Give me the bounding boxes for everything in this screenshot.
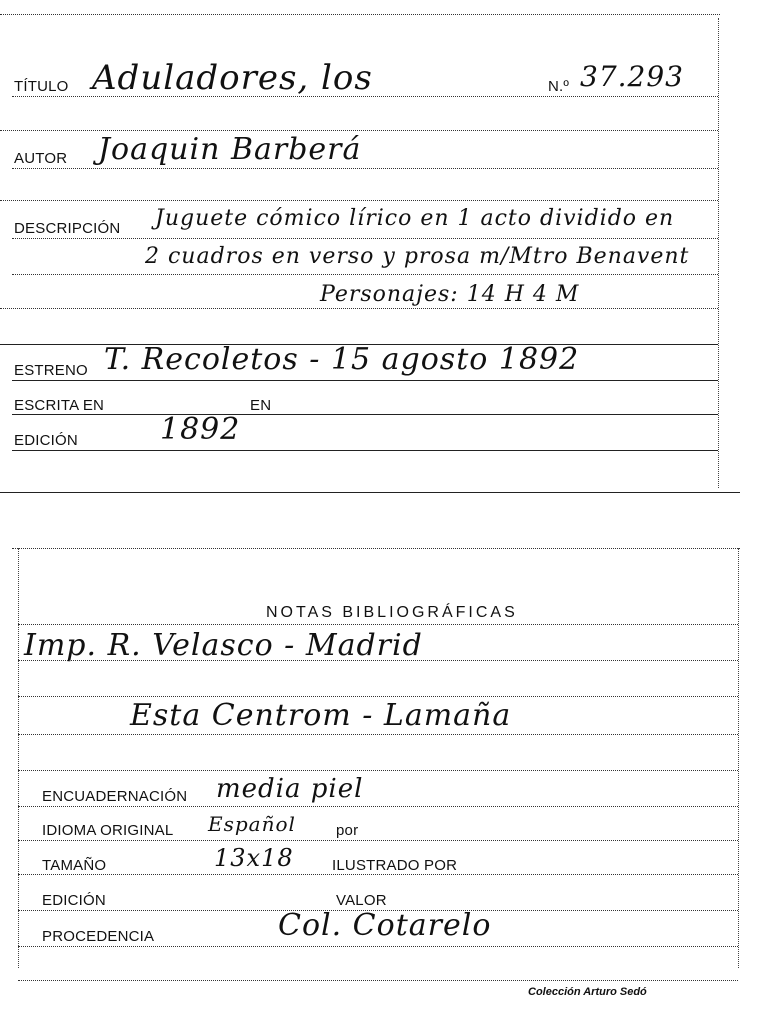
procedencia-label: PROCEDENCIA [42,928,155,945]
numero-value: 37.293 [580,60,684,93]
row-rule [18,874,738,875]
descripcion-line-3: Personajes: 14 H 4 M [320,282,580,307]
descripcion-label: DESCRIPCIÓN [14,220,121,237]
row-rule [18,806,738,807]
tamano-value: 13x18 [214,844,294,872]
row-rule [12,414,718,415]
notas-heading: NOTAS BIBLIOGRÁFICAS [266,604,518,621]
titulo-label: TÍTULO [14,78,69,95]
titulo-value: Aduladores, los [92,58,373,98]
card-bottom-rule [18,980,738,981]
edicion-label: EDICIÓN [14,432,78,449]
note-line-2: Esta Centrom - Lamaña [130,698,512,733]
catalog-card-top [0,0,759,500]
idioma-label: IDIOMA ORIGINAL [42,822,174,839]
row-rule [18,840,738,841]
row-rule [18,624,738,625]
tamano-label: TAMAÑO [42,857,107,874]
collection-footer: Colección Arturo Sedó [528,986,647,998]
ilustrado-por-label: ILUSTRADO POR [332,857,458,874]
descripcion-line-2: 2 cuadros en verso y prosa m/Mtro Benavent [145,244,690,269]
row-rule [18,696,738,697]
row-rule [0,130,718,131]
idioma-value: Español [208,812,296,836]
edicion-value: 1892 [160,412,241,447]
row-rule [12,96,718,97]
descripcion-line-1: Juguete cómico lírico en 1 acto dividido en [155,206,675,231]
card-left-border [18,548,19,968]
encuadernacion-value: media piel [216,774,364,804]
autor-label: AUTOR [14,150,68,167]
encuadernacion-label: ENCUADERNACIÓN [42,788,188,805]
row-rule [0,200,718,201]
valor-label: VALOR [336,892,387,909]
row-rule [18,660,738,661]
edicion-label: EDICIÓN [42,892,106,909]
row-rule [0,308,718,309]
estreno-label: ESTRENO [14,362,88,379]
autor-value: Joaquin Barberá [98,132,362,167]
card-right-border [718,18,719,488]
note-line-1: Imp. R. Velasco - Madrid [24,628,423,663]
escrita-en-label: ESCRITA EN [14,397,105,414]
catalog-card-bottom [0,540,759,1028]
row-rule [18,734,738,735]
row-rule [12,450,718,451]
numero-label: N.º [548,78,570,95]
row-rule [18,770,738,771]
row-rule [18,946,738,947]
escrita-en-label-2: EN [250,397,272,414]
card-bottom-border [0,492,740,493]
row-rule [12,168,718,169]
row-rule [12,274,718,275]
por-label: por [336,822,359,839]
estreno-value: T. Recoletos - 15 agosto 1892 [104,342,580,377]
row-rule [12,238,718,239]
procedencia-value: Col. Cotarelo [278,908,492,943]
card-right-border [738,548,739,968]
row-rule [12,380,718,381]
card-top-border [12,548,740,549]
card-top-border [0,14,720,15]
